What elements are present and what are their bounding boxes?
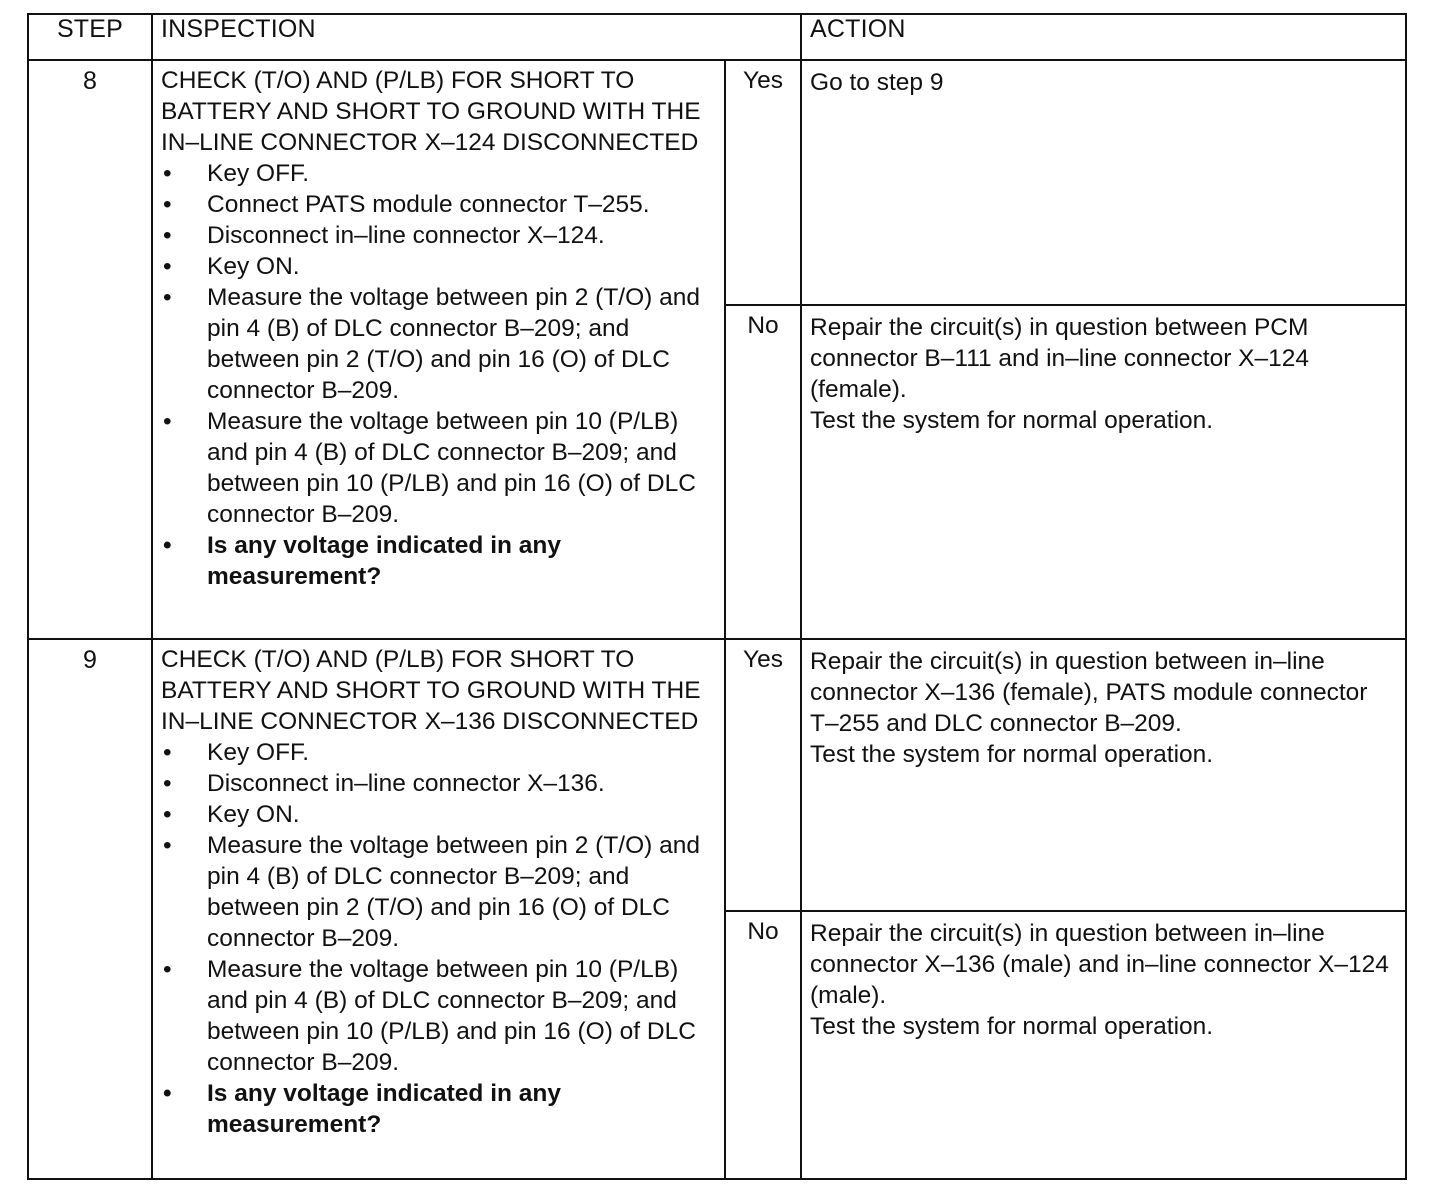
action-text: Repair the circuit(s) in question between in–line connector X–136 (male) and in–line connector X–124 (male).: [810, 920, 1389, 1009]
header-inspection: INSPECTION: [152, 14, 801, 60]
bullet-icon: •: [163, 770, 172, 797]
list-item: • Disconnect in–line connector X–124.: [163, 222, 605, 249]
bullet-icon: •: [163, 832, 172, 859]
list-item: • Connect PATS module connector T–255.: [163, 191, 650, 218]
inspection-question: • Is any voltage indicated in any measurement?: [163, 1080, 561, 1138]
list-item: • Key OFF.: [163, 160, 310, 187]
diagnostic-table: [27, 13, 1407, 1180]
inspection-title: CHECK (T/O) AND (P/LB) FOR SHORT TO BATTERY AND SHORT TO GROUND WITH THE IN–LINE CONNECTOR X–136 DISCONNECTED: [161, 646, 701, 735]
action-text: Repair the circuit(s) in question between in–line connector X–136 (female), PATS module connector T–255 and DLC connector B–209.: [810, 648, 1368, 737]
table-row: [28, 60, 1406, 305]
bullet-icon: •: [163, 1080, 172, 1107]
action-text: Test the system for normal operation.: [810, 741, 1214, 768]
bullet-icon: •: [163, 408, 172, 435]
header-action: ACTION: [801, 14, 1406, 60]
bullet-icon: •: [163, 191, 172, 218]
action-no: [801, 911, 1406, 1179]
list-item: • Measure the voltage between pin 2 (T/O) and pin 4 (B) of DLC connector B–209; and between pin 2 (T/O) and pin 16 (O) of DLC connector B–209.: [163, 832, 701, 952]
list-item: • Key ON.: [163, 801, 300, 828]
list-item: • Key ON.: [163, 253, 300, 280]
inspection-steps: [161, 158, 716, 592]
action-text: Test the system for normal operation.: [810, 1013, 1214, 1040]
answer-yes: Yes: [725, 60, 801, 305]
bullet-icon: •: [163, 253, 172, 280]
answer-yes: Yes: [725, 639, 801, 911]
bullet-icon: •: [163, 956, 172, 983]
answer-no: No: [725, 911, 801, 1179]
list-item: • Measure the voltage between pin 10 (P/LB) and pin 4 (B) of DLC connector B–209; and between pin 10 (P/LB) and pin 16 (O) of DLC connector B–209.: [163, 408, 696, 528]
action-yes: [801, 60, 1406, 305]
table-header-row: [28, 14, 1406, 60]
action-no: [801, 305, 1406, 639]
inspection-title: CHECK (T/O) AND (P/LB) FOR SHORT TO BATTERY AND SHORT TO GROUND WITH THE IN–LINE CONNECTOR X–124 DISCONNECTED: [161, 67, 701, 156]
action-yes: [801, 639, 1406, 911]
list-item: • Disconnect in–line connector X–136.: [163, 770, 605, 797]
bullet-icon: •: [163, 284, 172, 311]
answer-no: No: [725, 305, 801, 639]
inspection-cell: [152, 639, 725, 1179]
step-number: 9: [28, 639, 152, 1179]
bullet-icon: •: [163, 532, 172, 559]
bullet-icon: •: [163, 739, 172, 766]
bullet-icon: •: [163, 801, 172, 828]
table-row: [28, 639, 1406, 911]
step-number: 8: [28, 60, 152, 639]
header-step: STEP: [28, 14, 152, 60]
list-item: • Key OFF.: [163, 739, 310, 766]
inspection-steps: [161, 737, 716, 1140]
inspection-cell: [152, 60, 725, 639]
bullet-icon: •: [163, 222, 172, 249]
action-text: Test the system for normal operation.: [810, 407, 1214, 434]
action-text: Repair the circuit(s) in question between PCM connector B–111 and in–line connector X–124 (female).: [810, 314, 1309, 403]
list-item: • Measure the voltage between pin 10 (P/LB) and pin 4 (B) of DLC connector B–209; and between pin 10 (P/LB) and pin 16 (O) of DLC connector B–209.: [163, 956, 696, 1076]
list-item: • Measure the voltage between pin 2 (T/O) and pin 4 (B) of DLC connector B–209; and between pin 2 (T/O) and pin 16 (O) of DLC connector B–209.: [163, 284, 701, 404]
bullet-icon: •: [163, 160, 172, 187]
inspection-question: • Is any voltage indicated in any measurement?: [163, 532, 561, 590]
action-text: Go to step 9: [810, 69, 944, 96]
